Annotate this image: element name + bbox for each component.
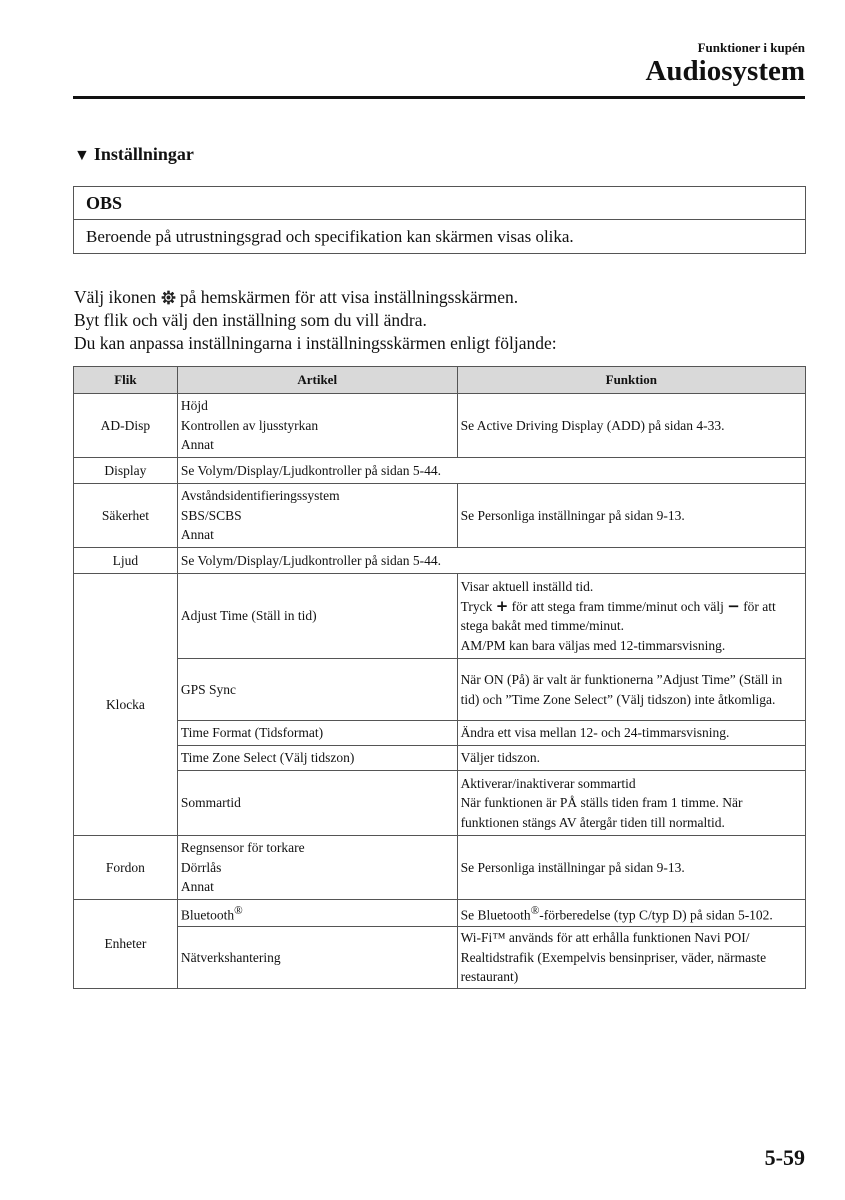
table-row-sakerhet: [74, 484, 806, 548]
function-cell: Se Personliga inställningar på sidan 9-13.: [457, 484, 805, 548]
table-row-fordon: [74, 836, 806, 900]
function-cell: Wi-Fi™ används för att erhålla funktionen Navi POI/ Realtidstrafik (Exempelvis bensinpriser, väder, närmaste restaurant): [457, 927, 805, 989]
settings-table: [73, 366, 806, 989]
function-text: Aktiverar/inaktiverar sommartid: [460, 775, 636, 791]
tab-cell: Display: [74, 458, 178, 484]
function-cell: När ON (På) är valt är funktionerna ”Adjust Time” (Ställ in tid) och ”Time Zone Select” (Välj tidszon) inte åtkomliga.: [457, 659, 805, 721]
function-cell: [457, 771, 805, 836]
item-cell: [177, 394, 457, 458]
table-row-adjust-time: [74, 574, 806, 659]
minus-icon: −: [727, 596, 740, 615]
item-text: Dörrlås: [180, 859, 222, 875]
function-text-part: -förberedelse (typ C/typ D) på sidan 5-102.: [539, 907, 773, 922]
item-text: Annat: [180, 879, 214, 895]
tab-cell: Säkerhet: [74, 484, 178, 548]
function-text: [461, 597, 802, 636]
intro-line-1-start: Välj ikonen: [74, 287, 161, 307]
function-cell: Se Active Driving Display (ADD) på sidan 4-33.: [457, 394, 805, 458]
triangle-marker-icon: ▼: [74, 147, 90, 164]
function-text-part: Se Bluetooth: [460, 907, 531, 922]
item-cell: Nätverkshantering: [177, 927, 457, 989]
item-text: Avståndsidentifieringssystem: [180, 488, 340, 504]
table-row-display: [74, 458, 806, 484]
section-name: Funktioner i kupén: [697, 40, 805, 55]
item-cell: Time Zone Select (Välj tidszon): [177, 746, 457, 771]
item-cell: [177, 484, 457, 548]
intro-line-1-end: på hemskärmen för att visa inställningsskärmen.: [175, 287, 519, 307]
function-cell: Ändra ett visa mellan 12- och 24-timmarsvisning.: [457, 721, 805, 746]
note-title: OBS: [74, 187, 805, 220]
settings-gear-icon: [161, 290, 176, 305]
function-text: När funktionen är PÅ ställs tiden fram 1 timme. När funktionen stängs AV återgår tiden till normaltid.: [460, 795, 743, 830]
function-cell: Väljer tidszon.: [457, 746, 805, 771]
column-header-function: Funktion: [457, 367, 805, 394]
table-row-time-format: [74, 721, 806, 746]
table-row-bluetooth: [74, 900, 806, 927]
note-box: [73, 186, 806, 254]
function-cell: [457, 574, 805, 659]
table-row-sommartid: [74, 771, 806, 836]
item-cell: GPS Sync: [177, 659, 457, 721]
table-row-ljud: [74, 548, 806, 574]
column-header-tab: Flik: [74, 367, 178, 394]
tab-cell: Ljud: [74, 548, 178, 574]
item-cell: Time Format (Tidsformat): [177, 721, 457, 746]
item-cell: Sommartid: [177, 771, 457, 836]
registered-mark: ®: [530, 904, 540, 917]
table-row-addisp: [74, 394, 806, 458]
section-heading: [74, 144, 194, 165]
header-rule: [73, 96, 805, 99]
intro-line-2: Byt flik och välj den inställning som du vill ändra.: [74, 310, 427, 330]
table-row-gps-sync: [74, 659, 806, 721]
tab-cell: Fordon: [74, 836, 178, 900]
section-heading-text: Inställningar: [93, 144, 194, 164]
item-text: Bluetooth: [180, 907, 235, 922]
merged-cell: Se Volym/Display/Ljudkontroller på sidan 5-44.: [177, 548, 805, 574]
item-text: Annat: [180, 527, 214, 543]
table-row-time-zone: [74, 746, 806, 771]
item-text: Höjd: [180, 398, 208, 414]
item-cell: [177, 836, 457, 900]
intro-line-3: Du kan anpassa inställningarna i inställningsskärmen enligt följande:: [74, 333, 557, 353]
tab-cell: Klocka: [74, 574, 178, 836]
function-text-part: Tryck: [460, 598, 493, 614]
item-cell: [177, 900, 457, 927]
item-cell: Adjust Time (Ställ in tid): [177, 574, 457, 659]
page-number: 5-59: [764, 1145, 805, 1170]
function-cell: [457, 900, 805, 927]
item-text: Annat: [180, 437, 214, 453]
note-text: Beroende på utrustningsgrad och specifikation kan skärmen visas olika.: [86, 227, 574, 246]
item-text: Regnsensor för torkare: [180, 840, 305, 856]
tab-cell: AD-Disp: [74, 394, 178, 458]
function-text-part: för att stega fram timme/minut och välj: [511, 598, 724, 614]
plus-icon: +: [495, 596, 509, 615]
intro-text: [74, 286, 557, 355]
item-text: SBS/SCBS: [180, 507, 242, 523]
table-header-row: [74, 367, 806, 394]
intro-line-1: [74, 286, 557, 309]
registered-mark: ®: [234, 904, 243, 917]
page-title: Audiosystem: [645, 55, 805, 87]
item-text: Kontrollen av ljusstyrkan: [180, 417, 319, 433]
function-cell: Se Personliga inställningar på sidan 9-13.: [457, 836, 805, 900]
tab-cell: Enheter: [74, 900, 178, 989]
merged-cell: Se Volym/Display/Ljudkontroller på sidan 5-44.: [177, 458, 805, 484]
function-text: Visar aktuell inställd tid.: [460, 579, 594, 594]
function-text-part: för att stega bakåt med timme/minut.: [460, 598, 776, 633]
table-row-network: [74, 927, 806, 989]
column-header-item: Artikel: [177, 367, 457, 394]
function-text: AM/PM kan bara väljas med 12-timmarsvisning.: [460, 637, 726, 653]
